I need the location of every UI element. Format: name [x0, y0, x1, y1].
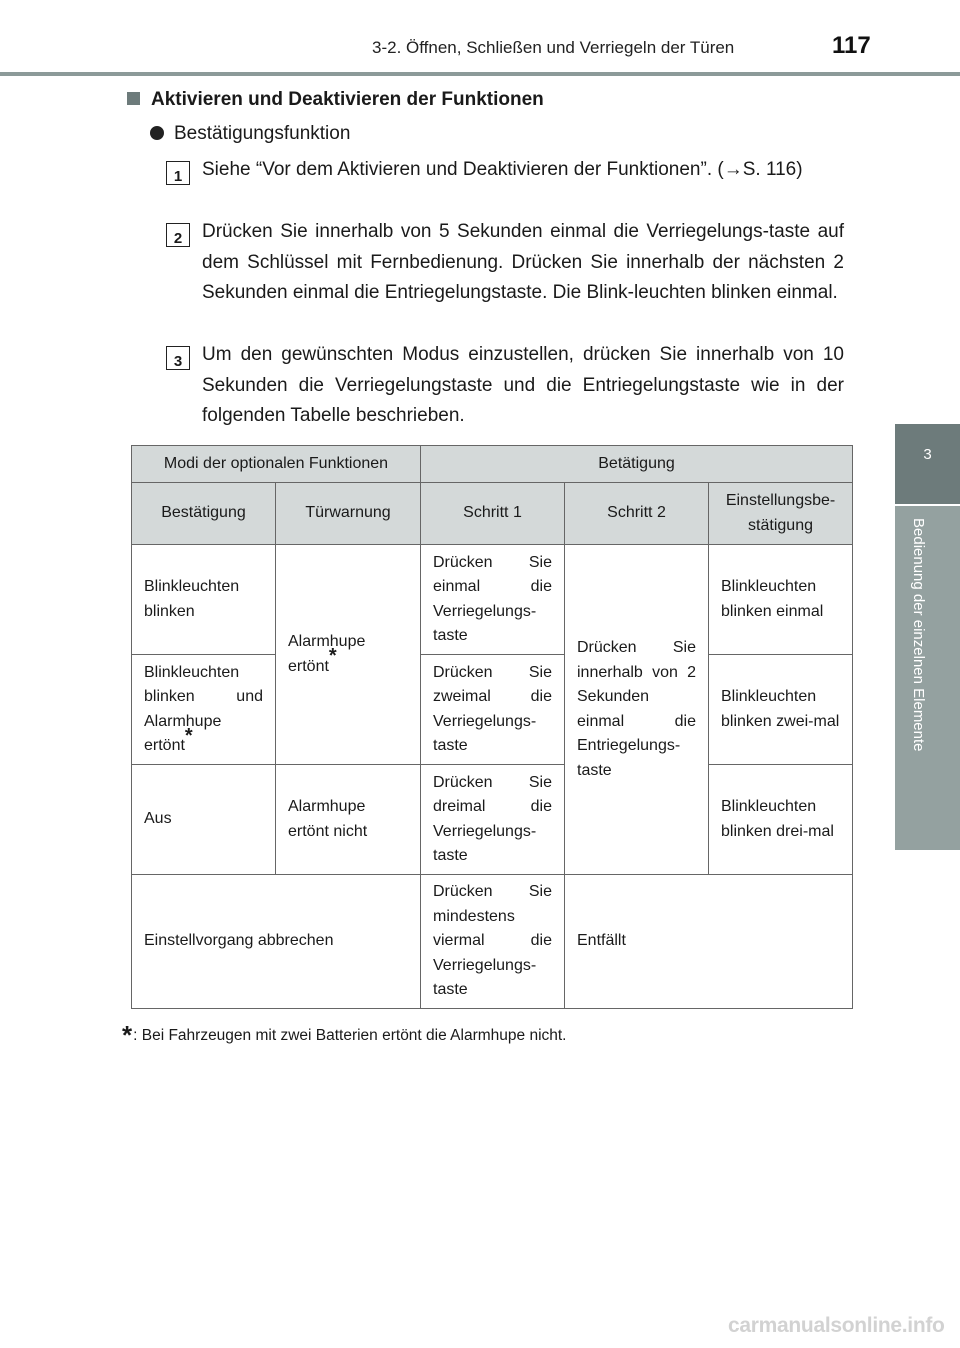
mode-settings-table: [131, 445, 853, 1009]
table-header-row: [132, 446, 853, 483]
cell-schritt1: Drücken Sie einmal die Verriegelungs-taste: [421, 545, 565, 655]
col-bestaetigung: Bestätigung: [132, 483, 276, 545]
table-row: [132, 655, 853, 765]
col-einstellung: Einstellungsbe-stätigung: [709, 483, 853, 545]
footnote-text: : Bei Fahrzeugen mit zwei Batterien ertönt die Alarmhupe nicht.: [133, 1027, 567, 1044]
sub-heading: [150, 123, 350, 145]
asterisk-mark: *: [184, 724, 193, 747]
col-schritt2: Schritt 2: [565, 483, 709, 545]
round-bullet-icon: [150, 126, 164, 140]
asterisk-mark: *: [328, 645, 337, 668]
cell-einstellung: Blinkleuchten blinken einmal: [709, 545, 853, 655]
step-text-1: Siehe “Vor dem Aktivieren und Deaktivieren der Funktionen”. (→S. 116): [202, 159, 803, 180]
cell-tuerwarnung: [276, 545, 421, 765]
chapter-label: Bedienung der einzelnen Elemente: [910, 518, 927, 752]
cell-bestaetigung: Einstellvorgang abbrechen: [132, 875, 421, 1009]
step-text-3: Um den gewünschten Modus einzustellen, drücken Sie innerhalb von 10 Sekunden die Verriegelungstaste und die Entriegelungstaste wie in der folgenden Tabelle beschrieben.: [202, 344, 844, 426]
table-row: [132, 875, 853, 1009]
table-row: [132, 545, 853, 655]
chapter-number: 3: [923, 446, 932, 463]
section-heading-text: Aktivieren und Deaktivieren der Funktionen: [151, 89, 544, 110]
header-operation: Betätigung: [421, 446, 853, 483]
square-bullet-icon: [127, 92, 140, 105]
table-row: [132, 765, 853, 875]
cell-einstellung: Blinkleuchten blinken drei-mal: [709, 765, 853, 875]
cell-bestaetigung: Aus: [132, 765, 276, 875]
footnote: [122, 1016, 567, 1050]
cell-tuerwarnung-text: Alarmhupe ertönt: [288, 633, 366, 675]
cell-einstellung: Blinkleuchten blinken zwei-mal: [709, 655, 853, 765]
col-tuerwarnung: Türwarnung: [276, 483, 421, 545]
cell-schritt2: Drücken Sie innerhalb von 2 Sekunden einmal die Entriegelungs-taste: [565, 545, 709, 875]
page-number: 117: [832, 32, 871, 59]
running-header-title: 3-2. Öffnen, Schließen und Verriegeln der Türen: [372, 38, 735, 57]
section-heading: [127, 89, 544, 111]
step-number-1: 1: [166, 161, 190, 185]
step-text-2: Drücken Sie innerhalb von 5 Sekunden einmal die Verriegelungs-taste auf dem Schlüssel mit Fernbedienung. Drücken Sie innerhalb der nächsten 2 Sekunden einmal die Entriegelungstaste. Die Blink-leuchten blinken einmal.: [202, 221, 844, 303]
step-number-2: 2: [166, 223, 190, 247]
chapter-tab: [895, 424, 960, 504]
watermark: carmanualsonline.info: [728, 1314, 945, 1337]
footnote-marker: *: [122, 1020, 133, 1050]
cell-tuerwarnung: Alarmhupe ertönt nicht: [276, 765, 421, 875]
step-number-3: 3: [166, 346, 190, 370]
chapter-label-band: [895, 506, 960, 850]
cell-schritt1: Drücken Sie zweimal die Verriegelungs-taste: [421, 655, 565, 765]
sub-heading-text: Bestätigungsfunktion: [174, 123, 351, 144]
header-modes: Modi der optionalen Funktionen: [132, 446, 421, 483]
cell-schritt1: Drücken Sie dreimal die Verriegelungs-taste: [421, 765, 565, 875]
header-rule: [0, 72, 960, 76]
cell-schritt2: Entfällt: [565, 875, 853, 1009]
col-schritt1: Schritt 1: [421, 483, 565, 545]
cell-bestaetigung-text: Blinkleuchten blinken und Alarmhupe ertönt: [144, 663, 263, 754]
cell-bestaetigung: Blinkleuchten blinken: [132, 545, 276, 655]
cell-schritt1: Drücken Sie mindestens viermal die Verriegelungs-taste: [421, 875, 565, 1009]
table-subheader-row: [132, 483, 853, 545]
cell-bestaetigung: [132, 655, 276, 765]
